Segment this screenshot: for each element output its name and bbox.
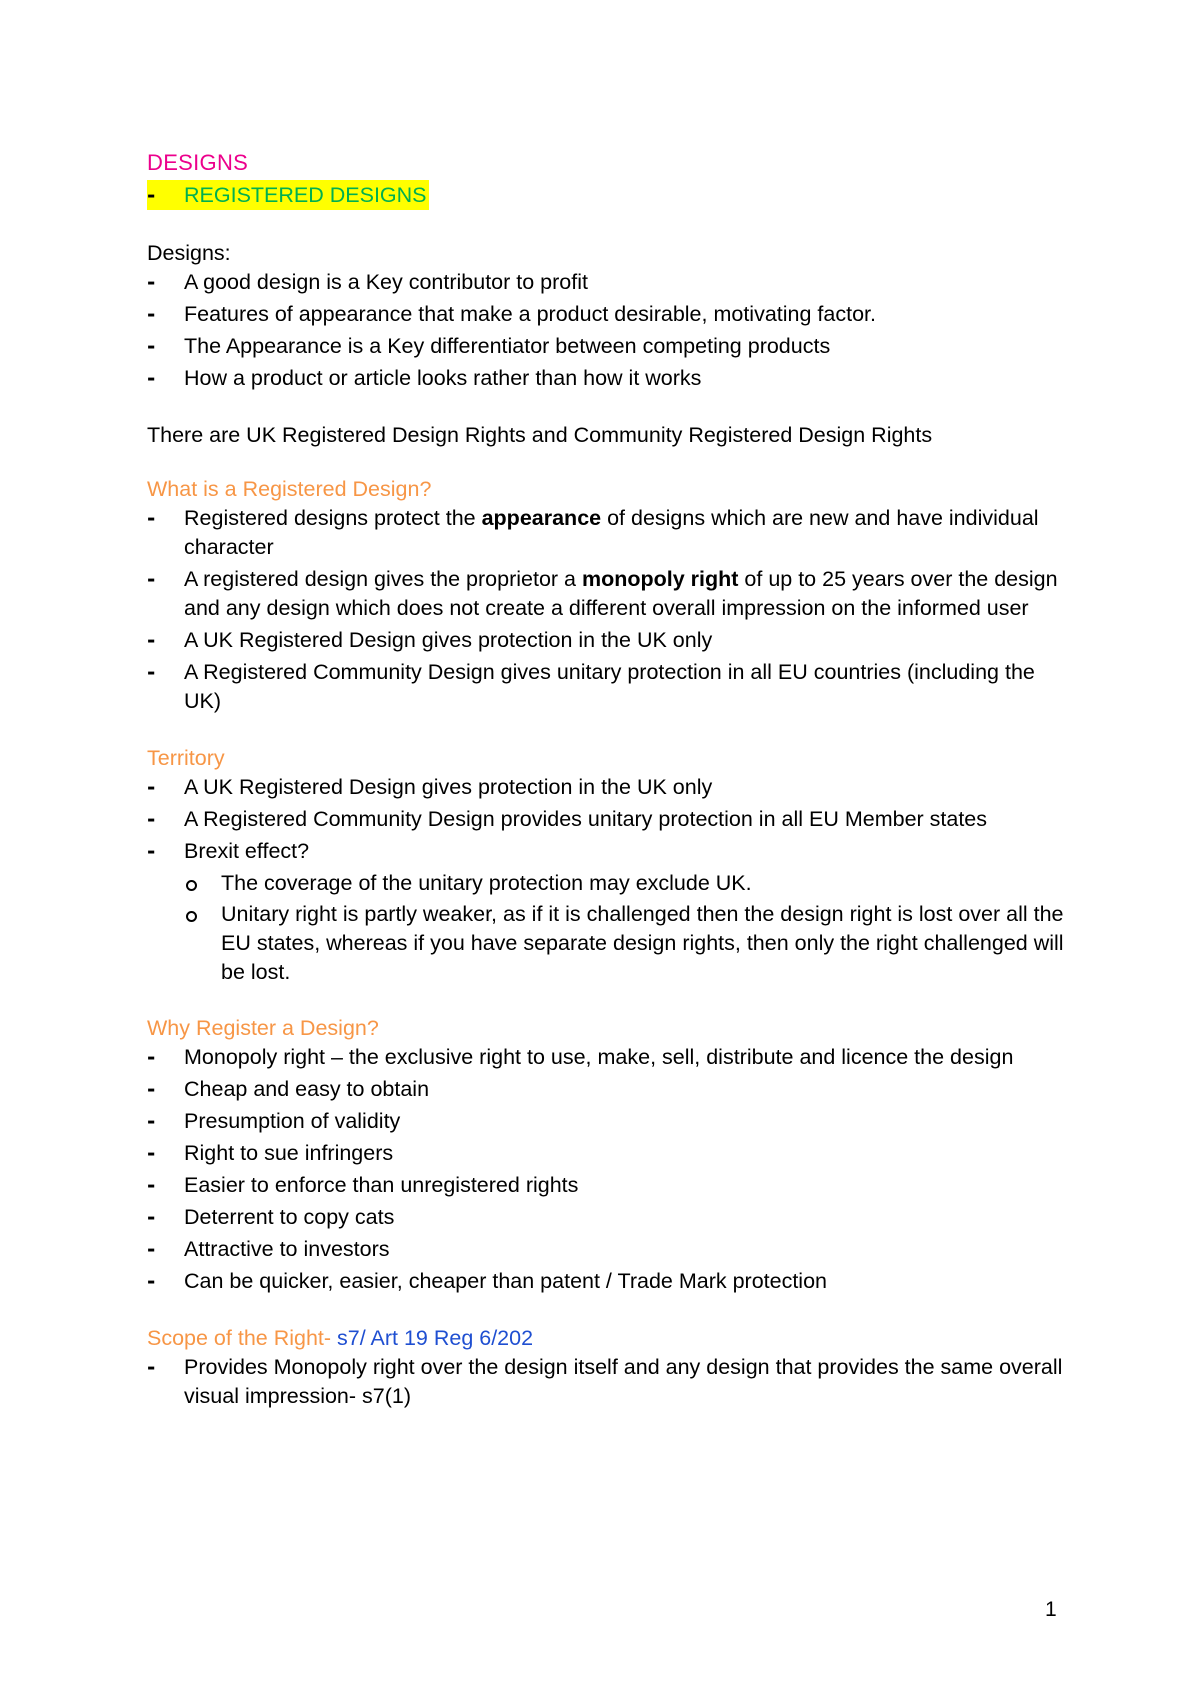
list-item-text: Brexit effect?	[184, 839, 310, 863]
sublist-item	[184, 869, 1077, 898]
dash-bullet: -	[147, 1205, 156, 1229]
list-item-text: Deterrent to copy cats	[184, 1205, 395, 1229]
dash-bullet: -	[147, 1173, 156, 1197]
list-item	[147, 1267, 1077, 1296]
dash-bullet: -	[147, 270, 156, 294]
list-item	[147, 837, 1077, 866]
document-subtitle: REGISTERED DESIGNS	[184, 183, 427, 207]
list-item	[147, 565, 1077, 623]
dash-bullet: -	[147, 1141, 156, 1165]
list-item-text: Right to sue infringers	[184, 1141, 394, 1165]
list-item	[147, 1353, 1077, 1411]
statement-paragraph: There are UK Registered Design Rights and Community Registered Design Rights	[147, 423, 933, 447]
dash-bullet: -	[147, 1077, 156, 1101]
dash-bullet: -	[147, 302, 156, 326]
list-item	[147, 658, 1077, 716]
dash-bullet: -	[147, 628, 156, 652]
list-item-text: Registered designs protect the appearance of designs which are new and have individual character	[184, 506, 1039, 559]
scope-list	[147, 1353, 1077, 1411]
dash-bullet: -	[147, 807, 156, 831]
list-item-text: Monopoly right – the exclusive right to use, make, sell, distribute and licence the design	[184, 1045, 1014, 1069]
list-item	[147, 805, 1077, 834]
list-item-text: A good design is a Key contributor to profit	[184, 270, 588, 294]
list-item-text: Provides Monopoly right over the design itself and any design that provides the same overall visual impression- s7(1)	[184, 1355, 1063, 1408]
document-content	[147, 148, 1077, 1414]
list-item	[147, 1139, 1077, 1168]
dash-bullet: -	[147, 334, 156, 358]
list-item-text: A UK Registered Design gives protection in the UK only	[184, 775, 713, 799]
list-item	[147, 332, 1077, 361]
list-item-text: Cheap and easy to obtain	[184, 1077, 430, 1101]
bold-term: monopoly right	[581, 567, 739, 591]
page-number: 1	[1045, 1598, 1057, 1621]
section-heading-why-register: Why Register a Design?	[147, 1016, 379, 1040]
list-item	[147, 1171, 1077, 1200]
bold-term: appearance	[481, 506, 602, 530]
subtitle-row	[147, 180, 1077, 210]
dash-bullet: -	[147, 1109, 156, 1133]
dash-bullet: -	[147, 1355, 156, 1379]
subtitle-highlight	[147, 180, 429, 210]
dash-bullet: -	[147, 1237, 156, 1261]
dash-bullet: -	[147, 506, 156, 530]
dash-bullet: -	[147, 183, 156, 207]
sublist-item	[184, 900, 1077, 987]
intro-list	[147, 268, 1077, 393]
list-item-text: A Registered Community Design provides unitary protection in all EU Member states	[184, 807, 988, 831]
list-item-text: A Registered Community Design gives unitary protection in all EU countries (including the UK)	[184, 660, 1035, 713]
list-item	[147, 773, 1077, 802]
section-heading-what-is: What is a Registered Design?	[147, 477, 432, 501]
list-item-text: The coverage of the unitary protection may exclude UK.	[221, 871, 752, 895]
dash-bullet: -	[147, 775, 156, 799]
list-item-text: Attractive to investors	[184, 1237, 390, 1261]
section-heading-scope: Scope of the Right- s7/ Art 19 Reg 6/202	[147, 1326, 534, 1350]
list-item	[147, 1235, 1077, 1264]
list-item	[147, 300, 1077, 329]
legal-reference: s7/ Art 19 Reg 6/202	[331, 1326, 534, 1350]
dash-bullet: -	[147, 567, 156, 591]
list-item-text: A registered design gives the proprietor a monopoly right of up to 25 years over the design and any design which does not create a different overall impression on the informed user	[184, 567, 1058, 620]
why-register-list	[147, 1043, 1077, 1296]
circle-bullet-icon	[184, 900, 221, 929]
dash-bullet: -	[147, 1045, 156, 1069]
document-title: DESIGNS	[147, 150, 249, 175]
list-item	[147, 364, 1077, 393]
list-item-text: A UK Registered Design gives protection in the UK only	[184, 628, 713, 652]
dash-bullet: -	[147, 366, 156, 390]
dash-bullet: -	[147, 839, 156, 863]
list-item	[147, 268, 1077, 297]
list-item-text: Presumption of validity	[184, 1109, 401, 1133]
list-item-text: Features of appearance that make a product desirable, motivating factor.	[184, 302, 876, 326]
territory-list	[147, 773, 1077, 866]
territory-sublist	[147, 869, 1077, 987]
intro-label: Designs:	[147, 241, 231, 265]
list-item	[147, 504, 1077, 562]
list-item-text: Can be quicker, easier, cheaper than patent / Trade Mark protection	[184, 1269, 827, 1293]
list-item	[147, 1075, 1077, 1104]
what-is-list	[147, 504, 1077, 716]
dash-bullet: -	[147, 1269, 156, 1293]
list-item	[147, 1043, 1077, 1072]
dash-bullet: -	[147, 660, 156, 684]
list-item-text: Easier to enforce than unregistered rights	[184, 1173, 579, 1197]
list-item-text: The Appearance is a Key differentiator between competing products	[184, 334, 831, 358]
list-item	[147, 626, 1077, 655]
list-item-text: How a product or article looks rather than how it works	[184, 366, 702, 390]
list-item	[147, 1203, 1077, 1232]
list-item-text: Unitary right is partly weaker, as if it is challenged then the design right is lost over all the EU states, whereas if you have separate design rights, then only the right challenged will be lost.	[221, 902, 1064, 984]
list-item	[147, 1107, 1077, 1136]
section-heading-territory: Territory	[147, 746, 225, 770]
circle-bullet-icon	[184, 869, 221, 898]
